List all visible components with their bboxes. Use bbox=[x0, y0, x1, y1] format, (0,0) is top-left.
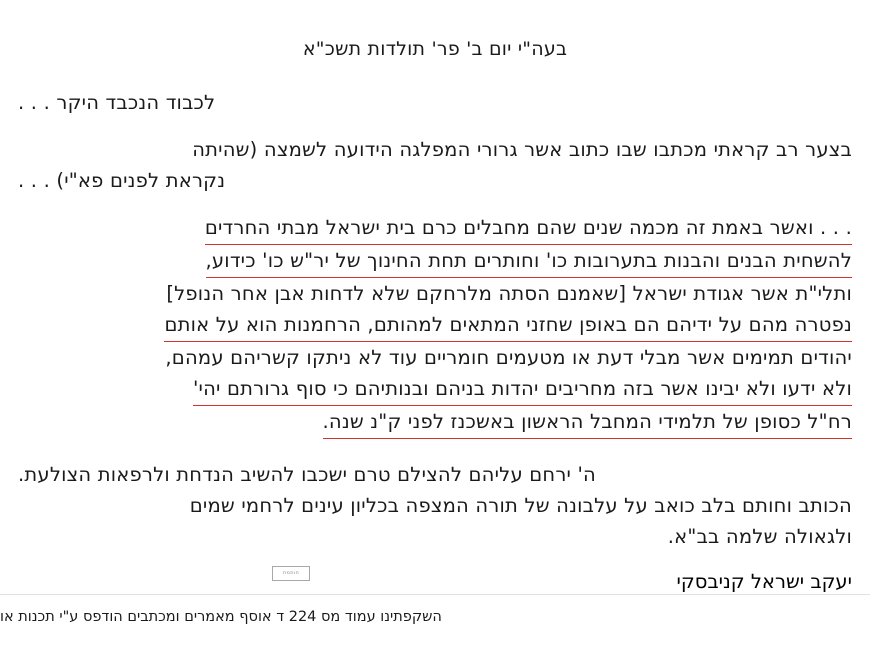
salutation: לכבוד הנכבד היקר . . . bbox=[18, 91, 216, 114]
paragraph-2-line-6 bbox=[18, 373, 852, 406]
underlined-text-3: נפטרה מהם על ידיהם הם באופן שחזני המתאים למהותם, הרחמנות הוא על אותם bbox=[164, 309, 852, 342]
underlined-text-5: רח"ל כסופן של תלמידי המחבל הראשון באשכנז לפני ק"נ שנה. bbox=[323, 406, 852, 439]
paragraph-3 bbox=[18, 459, 852, 552]
paragraph-2-line-4 bbox=[18, 309, 852, 342]
paragraph-1 bbox=[18, 134, 852, 196]
paragraph-2-line-7 bbox=[18, 406, 852, 439]
signature: יעקב ישראל קניבסקי bbox=[676, 570, 852, 593]
stamp-mark: חותמת bbox=[272, 566, 310, 581]
paragraph-2-line-3: ותלי"ת אשר אגודת ישראל [שאמנם הסתה מלרחקם שלא לדחות אבן אחר הנופל] bbox=[166, 282, 852, 305]
underlined-text-1: . . . ואשר באמת זה מכמה שנים שהם מחבלים כרם בית ישראל מבתי החרדים bbox=[205, 212, 852, 245]
underlined-text-2: להשחית הבנים והבנות בתערובות כו' וחותרים תחת החינוך של יר"ש כו' כידוע, bbox=[206, 245, 853, 278]
paragraph-2-line-1 bbox=[18, 212, 852, 245]
paragraph-1-line-2: נקראת לפנים פא"י) . . . bbox=[18, 169, 226, 192]
underlined-text-4: ולא ידעו ולא יבינו אשר בזה מחריבים יהדות בניהם ובנותיהם כי סוף גרורתם יהי' bbox=[193, 373, 852, 406]
document-heading: בעה"י יום ב' פר' תולדות תשכ"א bbox=[302, 38, 568, 60]
paragraph-1-line-1: בצער רב קראתי מכתבו שבו כתוב אשר גרורי המפלגה הידועה לשמצה (שהיתה bbox=[192, 138, 852, 161]
document-body bbox=[18, 34, 852, 649]
paragraph-3-line-1: ה' ירחם עליהם להצילם טרם ישכבו להשיב הנדחת ולרפאות הצולעת. bbox=[18, 463, 596, 486]
paragraph-3-line-2: הכותב וחותם בלב כואב על עלבונה של תורה המצפה בכליון עינים לרחמי שמים bbox=[189, 494, 852, 517]
paragraph-2-line-5: יהודים תמימים אשר מבלי דעת או מטעמים חומריים עוד לא ניתקו קשריהם עמהם, bbox=[165, 346, 852, 369]
footer-caption: השקפתינו עמוד מס 224 ד אוסף מאמרים ומכתבים הודפס ע"י תכנות או bbox=[0, 609, 442, 625]
paragraph-2-line-2 bbox=[18, 245, 852, 278]
paragraph-2 bbox=[18, 212, 852, 439]
paragraph-3-line-3: ולגאולה שלמה בב"א. bbox=[667, 525, 852, 548]
